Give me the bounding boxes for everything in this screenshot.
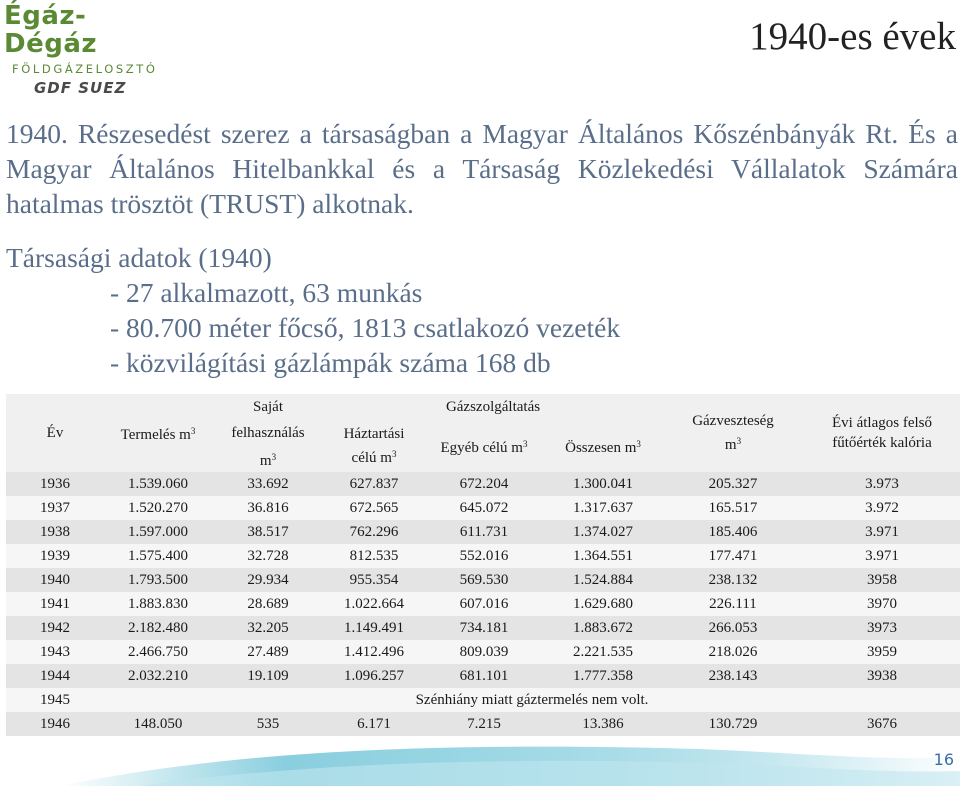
fact-item: - 27 alkalmazott, 63 munkás: [110, 277, 423, 308]
table-cell: 1936: [40, 475, 70, 492]
table-row: [6, 568, 960, 592]
table-row: [6, 616, 960, 640]
table-cell: 36.816: [247, 499, 289, 516]
table-cell: 1941: [40, 595, 70, 612]
table-cell: 1940: [40, 571, 70, 588]
table-cell: 32.728: [247, 547, 289, 564]
table-cell: 3.972: [865, 499, 899, 516]
header-year: Év: [46, 425, 64, 441]
table-cell: 218.026: [708, 643, 758, 660]
table-cell: 6.171: [357, 715, 391, 732]
table-cell: 672.204: [459, 475, 509, 492]
table-cell: 238.143: [708, 667, 758, 684]
table-cell: 3938: [867, 667, 897, 684]
table-cell: 1.412.496: [344, 643, 404, 660]
header-gas-loss: Gázveszteség $m^3$: [692, 413, 774, 453]
table-cell: 1937: [40, 499, 70, 516]
table-cell: 1.096.257: [344, 667, 404, 684]
table-row: [6, 592, 960, 616]
table-cell: 1945: [40, 691, 70, 708]
table-row: [6, 688, 960, 712]
table-cell: 32.205: [247, 619, 289, 636]
table-cell: 607.016: [459, 595, 509, 612]
table-cell: 809.039: [459, 643, 509, 660]
table-cell: 266.053: [708, 619, 758, 636]
table-cell: 1946: [40, 715, 70, 732]
table-cell: 1.883.672: [573, 619, 633, 636]
table-cell: 19.109: [247, 667, 289, 684]
table-cell: 165.517: [708, 499, 758, 516]
header-other-use: Egyéb célú $m^3$: [440, 439, 528, 456]
header-household: Háztartási célú $m^3$: [343, 426, 405, 466]
table-cell: 2.221.535: [573, 643, 633, 660]
table-row: [6, 496, 960, 520]
table-cell: 205.327: [708, 475, 758, 492]
fact-item: - közvilágítási gázlámpák száma 168 db: [110, 347, 551, 378]
table-cell: 552.016: [459, 547, 509, 564]
table-cell: 3676: [867, 715, 897, 732]
table-cell: 3959: [867, 643, 897, 660]
table-cell: 38.517: [247, 523, 289, 540]
fact-item: - 80.700 méter főcső, 1813 csatlakozó vezeték: [110, 312, 621, 343]
table-cell: 27.489: [247, 643, 289, 660]
table-cell: 33.692: [247, 475, 289, 492]
table-cell: 645.072: [459, 499, 509, 516]
slide-title: 1940-es évek: [749, 15, 956, 58]
header-own-use: felhasználás: [231, 425, 305, 441]
company-facts: [6, 240, 620, 380]
table-note-cell: Szénhiány miatt gáztermelés nem volt.: [415, 691, 649, 708]
table-cell: 1.629.680: [573, 595, 633, 612]
table-cell: 1.520.270: [128, 499, 188, 516]
header-total: Összesen $m^3$: [565, 439, 641, 456]
table-cell: 1.149.491: [344, 619, 404, 636]
table-row: [6, 712, 960, 736]
table-cell: 1939: [40, 547, 70, 564]
table-cell: 1944: [40, 667, 70, 684]
logo-name: Égáz-Dégáz: [4, 1, 98, 59]
table-cell: 1938: [40, 523, 70, 540]
table-cell: 1.300.041: [573, 475, 633, 492]
page-number: 16: [933, 750, 954, 769]
table-cell: 13.386: [582, 715, 624, 732]
header-own-use: $m^3$: [259, 452, 277, 469]
table-body: [6, 472, 960, 736]
table-cell: 1.597.000: [128, 523, 188, 540]
table-cell: 185.406: [708, 523, 758, 540]
table-cell: 812.535: [349, 547, 399, 564]
decorative-wave: [0, 735, 960, 786]
table-cell: 734.181: [459, 619, 509, 636]
table-cell: 3.973: [865, 475, 899, 492]
table-cell: 2.182.480: [128, 619, 188, 636]
table-cell: 130.729: [708, 715, 758, 732]
facts-heading: Társasági adatok (1940): [6, 242, 272, 273]
table-cell: 672.565: [349, 499, 399, 516]
table-cell: 1.883.830: [128, 595, 188, 612]
table-cell: 611.731: [459, 523, 509, 540]
table-cell: 762.296: [349, 523, 399, 540]
table-row: [6, 520, 960, 544]
table-header: [6, 394, 960, 472]
table-cell: 28.689: [247, 595, 289, 612]
table-cell: 3970: [867, 595, 897, 612]
header-gas-supply: Gázszolgáltatás: [445, 399, 541, 415]
table-cell: 238.132: [708, 571, 758, 588]
table-cell: 955.354: [349, 571, 399, 588]
table-cell: 1.793.500: [128, 571, 188, 588]
table-cell: 2.032.210: [128, 667, 188, 684]
header-calorific-value: Évi átlagos felső fűtőérték kalória: [832, 415, 932, 451]
table-cell: 1.539.060: [128, 475, 188, 492]
gas-statistics-table: [6, 394, 960, 736]
table-cell: 627.837: [349, 475, 399, 492]
table-cell: 1.777.358: [573, 667, 633, 684]
table-cell: 148.050: [133, 715, 183, 732]
table-cell: 1.022.664: [344, 595, 404, 612]
table-row: [6, 472, 960, 496]
table-cell: 3958: [867, 571, 897, 588]
table-cell: 7.215: [467, 715, 501, 732]
gdf-suez-mark: GDF SUEZ: [34, 79, 127, 97]
table-cell: 2.466.750: [128, 643, 188, 660]
table-cell: 1943: [40, 643, 70, 660]
header-own-use: Saját: [253, 399, 283, 415]
table-cell: 177.471: [708, 547, 758, 564]
table-cell: 3973: [867, 619, 897, 636]
table-cell: 29.934: [247, 571, 289, 588]
logo-subtitle: FÖLDGÁZELOSZTÓ: [12, 62, 158, 76]
table-cell: 1.524.884: [573, 571, 633, 588]
table-cell: 3.971: [865, 523, 899, 540]
company-logo: [4, 2, 164, 97]
table-row: [6, 664, 960, 688]
table-row: [6, 640, 960, 664]
table-row: [6, 544, 960, 568]
table-cell: 226.111: [709, 595, 757, 612]
header-production: Termelés $m^3$: [120, 426, 196, 443]
table-cell: 569.530: [459, 571, 509, 588]
table-cell: 1.374.027: [573, 523, 633, 540]
table-cell: 1.575.400: [128, 547, 188, 564]
table-cell: 1942: [40, 619, 70, 636]
table-cell: 1.317.637: [573, 499, 633, 516]
table-cell: 1.364.551: [573, 547, 633, 564]
intro-paragraph: 1940. Részesedést szerez a társaságban a Magyar Általános Kőszénbányák Rt. És a Magyar Általános Hitelbankkal és a Társaság Közlekedési Vállalatok Számára hatalmas trösztöt (TRUST) alkotnak.: [6, 118, 958, 219]
table-cell: 681.101: [459, 667, 509, 684]
table-cell: 3.971: [865, 547, 899, 564]
table-cell: 535: [256, 715, 280, 732]
